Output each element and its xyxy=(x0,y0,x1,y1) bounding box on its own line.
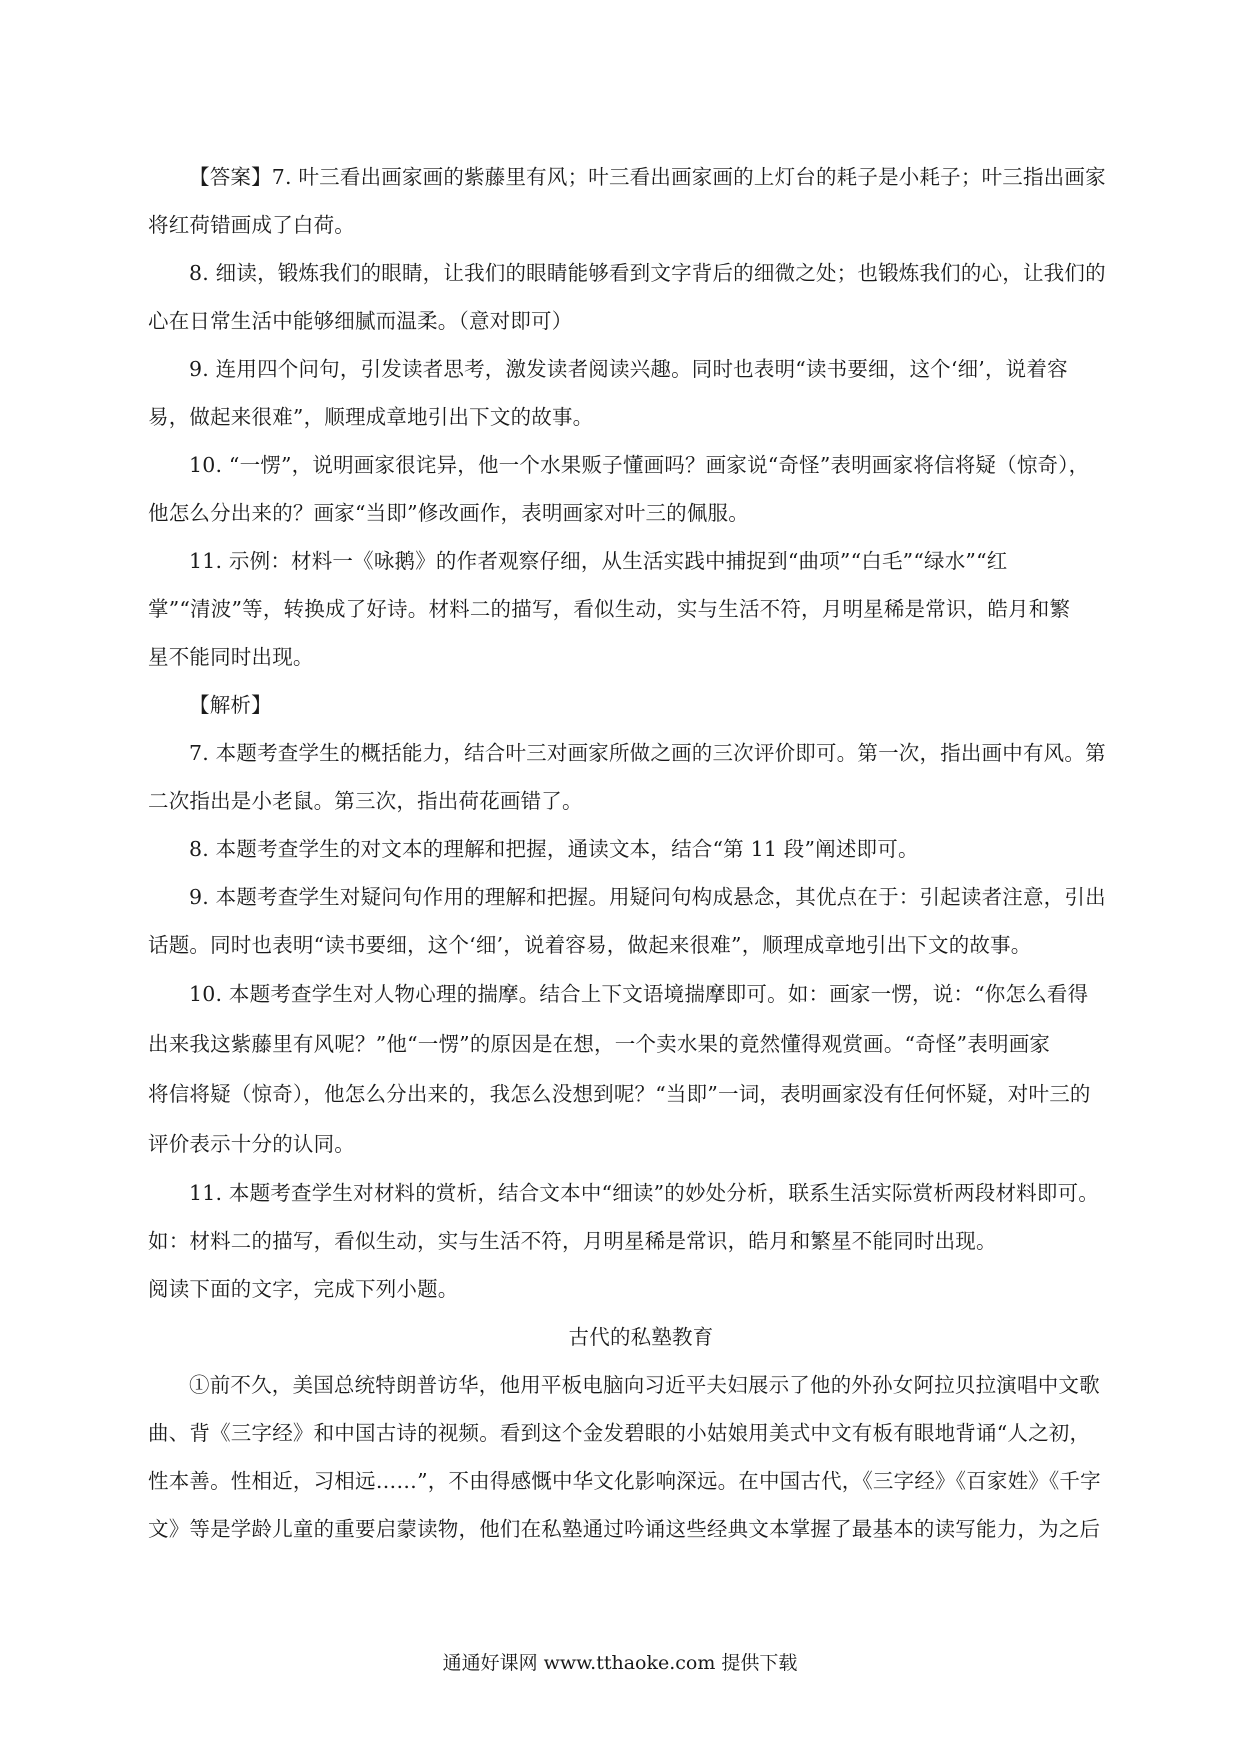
answer-item-8: 8. 细读，锻炼我们的眼睛，让我们的眼睛能够看到文字背后的细微之处；也锻炼我们的心，让我们的 心在日常生活中能够细腻而温柔。（意对即可） xyxy=(148,261,1106,333)
answer-item-11: 11. 示例：材料一《咏鹅》的作者观察仔细，从生活实践中捕捉到“曲项”“白毛”“绿水”“红 掌”“清波”等，转换成了好诗。材料二的描写，看似生动，实与生活不符，月明星稀是常识，皓月和繁 星不能同时出现。 xyxy=(148,549,1071,669)
passage-title: 古代的私塾教育 xyxy=(568,1325,714,1349)
answer-section xyxy=(148,153,1134,681)
analysis-item-9: 9. 本题考查学生对疑问句作用的理解和把握。用疑问句构成悬念，其优点在于：引起读者注意，引出 话题。同时也表明“读书要细，这个‘细’，说着容易，做起来很难”，顺理成章地引出下文的故事。 xyxy=(148,885,1106,957)
analysis-item-7: 7. 本题考查学生的概括能力，结合叶三对画家所做之画的三次评价即可。第一次，指出画中有风。第 二次指出是小老鼠。第三次，指出荷花画错了。 xyxy=(148,741,1106,813)
answer-item-7: 【答案】7. 叶三看出画家画的紫藤里有风；叶三看出画家画的上灯台的耗子是小耗子；叶三指出画家 将红荷错画成了白荷。 xyxy=(148,165,1106,237)
analysis-item-10: 10. 本题考查学生对人物心理的揣摩。结合上下文语境揣摩即可。如：画家一愣，说：“你怎么看得 出来我这紫藤里有风呢？”他“一愣”的原因是在想，一个卖水果的竟然懂得观赏画。“奇怪”表明画家 将信将疑（惊奇），他怎么分出来的，我怎么没想到呢？“当即”一词，表明画家没有任何怀疑，对叶三的 评价表示十分的认同。 xyxy=(148,982,1091,1156)
document-body xyxy=(148,153,1134,1553)
analysis-header: 【解析】 xyxy=(189,693,272,717)
analysis-item-11: 11. 本题考查学生对材料的赏析，结合文本中“细读”的妙处分析，联系生活实际赏析两段材料即可。 如：材料二的描写，看似生动，实与生活不符，月明星稀是常识，皓月和繁星不能同时出现。 xyxy=(148,1181,1099,1253)
analysis-item-8: 8. 本题考查学生的对文本的理解和把握，通读文本，结合“第 11 段”阐述即可。 xyxy=(189,837,919,861)
reading-instruction: 阅读下面的文字，完成下列小题。 xyxy=(148,1277,459,1301)
analysis-section xyxy=(148,681,1134,1265)
reading-section xyxy=(148,1265,1134,1553)
page-footer: 通通好课网 www.tthaoke.com 提供下载 xyxy=(442,1652,798,1674)
passage-paragraph-1: ①前不久，美国总统特朗普访华，他用平板电脑向习近平夫妇展示了他的外孙女阿拉贝拉演唱中文歌 曲、背《三字经》和中国古诗的视频。看到这个金发碧眼的小姑娘用美式中文有板有眼地背诵“人之初， 性本善。性相近，习相远……”，不由得感慨中华文化影响深远。在中国古代，《三字经》《百家姓》《千字 文》等是学龄儿童的重要启蒙读物，他们在私塾通过吟诵这些经典文本掌握了最基本的读写能力，为之后 xyxy=(148,1373,1101,1541)
answer-item-10: 10. “一愣”，说明画家很诧异，他一个水果贩子懂画吗？画家说“奇怪”表明画家将信将疑（惊奇）， 他怎么分出来的？画家“当即”修改画作，表明画家对叶三的佩服。 xyxy=(148,453,1090,525)
answer-item-9: 9. 连用四个问句，引发读者思考，激发读者阅读兴趣。同时也表明“读书要细，这个‘细’，说着容 易，做起来很难”，顺理成章地引出下文的故事。 xyxy=(148,357,1068,429)
